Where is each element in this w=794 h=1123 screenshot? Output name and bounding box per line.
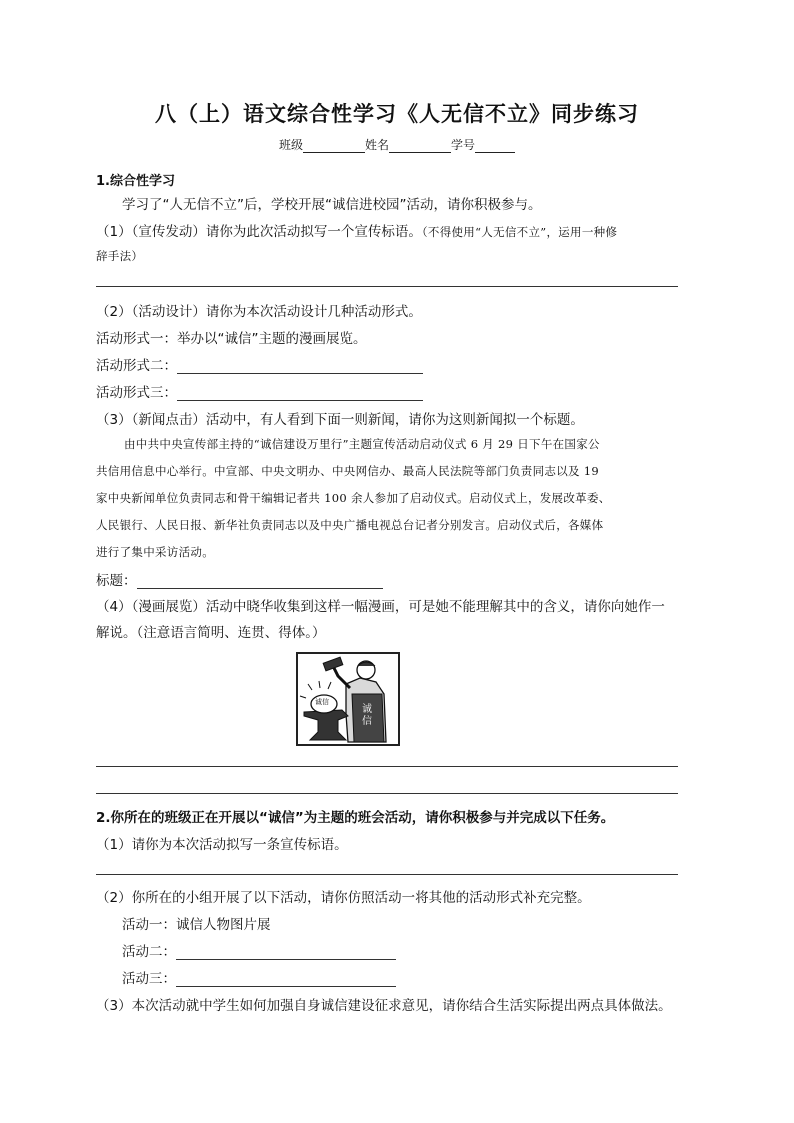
- news-paragraph-line-5: 进行了集中采访活动。: [96, 545, 214, 559]
- q1-sub1-note: （不得使用“人无信不立”，运用一种修: [421, 225, 618, 239]
- activity-form-3: [96, 381, 423, 401]
- q1-sub1: [96, 220, 617, 240]
- news-paragraph-line-3: 家中央新闻单位负责同志和骨干编辑记者共 100 余人参加了启动仪式。启动仪式上，发展改革委、: [96, 491, 611, 505]
- name-blank[interactable]: [389, 140, 451, 153]
- headline-label: 标题：: [96, 573, 137, 589]
- class-blank[interactable]: [303, 140, 365, 153]
- activity-form-1: 活动形式一：举办以“诚信”主题的漫画展览。: [96, 331, 367, 347]
- q2-activity-3: [122, 967, 396, 987]
- q1-sub1-text: （1）（宣传发动）请你为此次活动拟写一个宣传标语。: [96, 224, 422, 240]
- answer-line-cartoon-1[interactable]: [96, 766, 678, 767]
- q2-sub1: （1）请你为本次活动拟写一条宣传标语。: [96, 837, 348, 853]
- page-title: 八（上）语文综合性学习《人无信不立》同步练习: [155, 101, 639, 126]
- q1-sub4-cont: 解说。（注意语言简明、连贯、得体。）: [96, 625, 326, 641]
- q2-activity-3-blank[interactable]: [176, 973, 396, 987]
- news-paragraph-line-1: 由中共中央宣传部主持的“诚信建设万里行”主题宣传活动启动仪式 6 月 29 日下午在国家公: [124, 437, 600, 451]
- answer-line-q2-slogan[interactable]: [96, 874, 678, 875]
- news-paragraph-line-4: 人民银行、人民日报、新华社负责同志以及中央广播电视总台记者分别发言。启动仪式后，各媒体: [96, 518, 604, 532]
- q2-sub3: （3）本次活动就中学生如何加强自身诚信建设征求意见，请你结合生活实际提出两点具体做法。: [96, 998, 672, 1014]
- student-info-line: [0, 136, 794, 153]
- q1-heading: 1.综合性学习: [96, 174, 175, 189]
- activity-form-3-label: 活动形式三：: [96, 385, 177, 401]
- cartoon-ball-text: 诚信: [315, 698, 329, 706]
- q1-intro: 学习了“人无信不立”后，学校开展“诚信进校园”活动，请你积极参与。: [122, 197, 542, 213]
- q2-activity-2-label: 活动二：: [122, 944, 176, 960]
- activity-form-2-label: 活动形式二：: [96, 358, 177, 374]
- q2-activity-1: 活动一：诚信人物图片展: [122, 917, 271, 933]
- activity-form-2: [96, 354, 423, 374]
- class-label: 班级: [278, 138, 303, 152]
- q2-activity-3-label: 活动三：: [122, 971, 176, 987]
- headline-blank[interactable]: [137, 575, 383, 589]
- q2-sub2: （2）你所在的小组开展了以下活动，请你仿照活动一将其他的活动形式补充完整。: [96, 890, 591, 906]
- q2-activity-2-blank[interactable]: [176, 946, 396, 960]
- q1-sub1-note-cont: 辞手法）: [96, 249, 144, 263]
- headline-row: [96, 569, 383, 589]
- name-label: 姓名: [364, 138, 389, 152]
- answer-line-cartoon-2[interactable]: [96, 793, 678, 794]
- number-label: 学号: [451, 138, 476, 152]
- activity-form-2-blank[interactable]: [177, 360, 423, 374]
- q1-sub2: （2）（活动设计）请你为本次活动设计几种活动形式。: [96, 304, 422, 320]
- number-blank[interactable]: [475, 140, 515, 153]
- q2-heading: 2.你所在的班级正在开展以“诚信”为主题的班会活动，请你积极参与并完成以下任务。: [96, 810, 615, 826]
- cartoon-apron-text: 诚信: [362, 704, 372, 727]
- q1-sub3: （3）（新闻点击）活动中，有人看到下面一则新闻，请你为这则新闻拟一个标题。: [96, 412, 584, 428]
- cartoon-image: [296, 652, 400, 746]
- q2-activity-2: [122, 940, 396, 960]
- cartoon-illustration: [298, 654, 398, 744]
- activity-form-3-blank[interactable]: [177, 387, 423, 401]
- answer-line-slogan[interactable]: [96, 286, 678, 287]
- q1-sub4: （4）（漫画展览）活动中晓华收集到这样一幅漫画，可是她不能理解其中的含义，请你向她作一: [96, 599, 665, 615]
- news-paragraph-line-2: 共信用信息中心举行。中宣部、中央文明办、中央网信办、最高人民法院等部门负责同志以及 19: [96, 464, 599, 478]
